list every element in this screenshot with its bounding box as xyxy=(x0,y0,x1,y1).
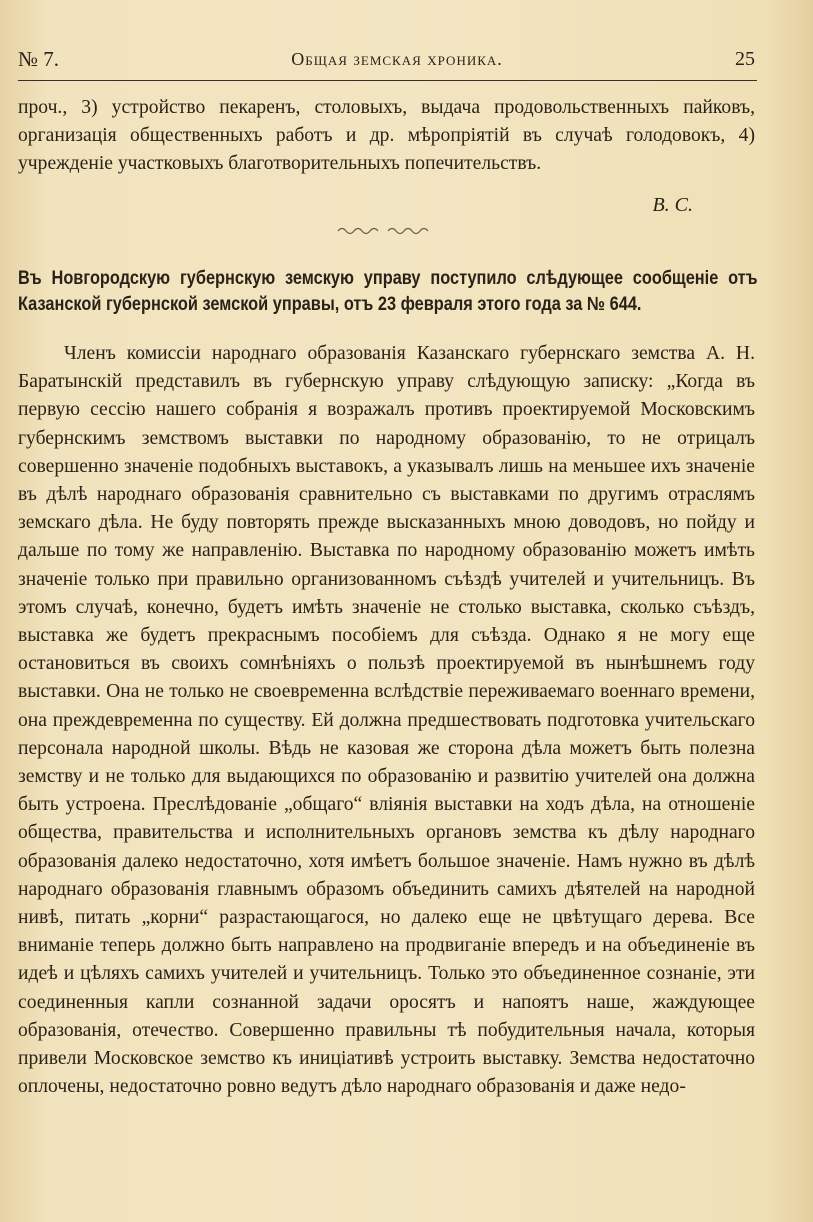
main-paragraph-text: Членъ комиссіи народнаго образованія Казанскаго губернскаго земства А. Н. Баратынскій представилъ въ губернскую управу слѣдующую записку: „Когда въ первую сессію нашего собранія я возражалъ противъ проектируемой Московскимъ губернскимъ земствомъ выставки по народному образованію, то не отрицалъ совершенно значеніе подобныхъ выставокъ, а указывалъ лишь на меньшее ихъ значеніе въ дѣлѣ народнаго образованія сравнительно съ выставками по другимъ отраслямъ земскаго дѣла. Не буду повторять прежде высказанныхъ мною доводовъ, но пойду и дальше по тому же направленію. Выставка по народному образованію можетъ имѣть значеніе только при правильно организованномъ съѣздѣ учителей и учительницъ. Въ этомъ случаѣ, конечно, будетъ имѣть значеніе не столько выставка, сколько съѣздъ, выставка же будетъ прекраснымъ пособіемъ для съѣзда. Однако я не могу еще остановиться въ своихъ сомнѣніяхъ о пользѣ проектируемой въ нынѣшнемъ году выставки. Она не только не своевременна вслѣдствіе переживаемаго военнаго времени, она преждевременна по существу. Ей должна предшествовать подготовка учительскаго персонала народной школы. Вѣдь не казовая же сторона дѣла можетъ быть полезна земству и не только для выдающихся по образованію и развитію учителей она должна быть устроена. Преслѣдованіе „общаго“ вліянія выставки на ходъ дѣла, на отношеніе общества, правительства и исполнительныхъ органовъ земства къ дѣлу народнаго образованія далеко недостаточно, хотя имѣетъ большое значеніе. Намъ нужно въ дѣлѣ народнаго образованія главнымъ образомъ объединить самихъ дѣятелей на народной нивѣ, питать „корни“ разрастающагося, но далеко еще не цвѣтущаго дерева. Все вниманіе теперь должно быть направлено на продвиганіе впередъ и на объединеніе въ идеѣ и цѣляхъ самихъ учителей и учительницъ. Только это объединенное сознаніе, эти соединенныя капли сознанной задачи оросятъ и напоятъ наше, жаждующее образованія, отечество. Совершенно правильны тѣ побудительныя начала, которыя привели Московское земство къ иниціативѣ устроить выставку. Земства недостаточно оплочены, недостаточно ровно ведутъ дѣло народнаго образованія и даже недо- xyxy=(18,343,755,1098)
main-paragraph xyxy=(18,340,755,1101)
issue-number: № 7. xyxy=(18,46,60,71)
author-signature: В. С. xyxy=(652,194,693,216)
continued-paragraph-text: проч., 3) устройство пекаренъ, столовыхъ, выдача продовольственныхъ пайковъ, организація общественныхъ работъ и др. мѣропріятій въ случаѣ голодовокъ, 4) учрежденіе участковыхъ благотворительныхъ попечительствъ. xyxy=(18,97,755,175)
page-number: 25 xyxy=(734,47,755,70)
running-header xyxy=(18,44,755,74)
section-heading: Въ Новгородскую губернскую земскую управу поступило слѣдующее сообщеніе отъ Казанской губернской земской управы, отъ 23 февраля этого года за № 644. xyxy=(18,268,758,315)
header-rule xyxy=(18,80,757,81)
section-divider-ornament xyxy=(336,224,432,236)
journal-title: Общая земская хроника. xyxy=(291,48,503,69)
continued-paragraph xyxy=(18,94,755,179)
